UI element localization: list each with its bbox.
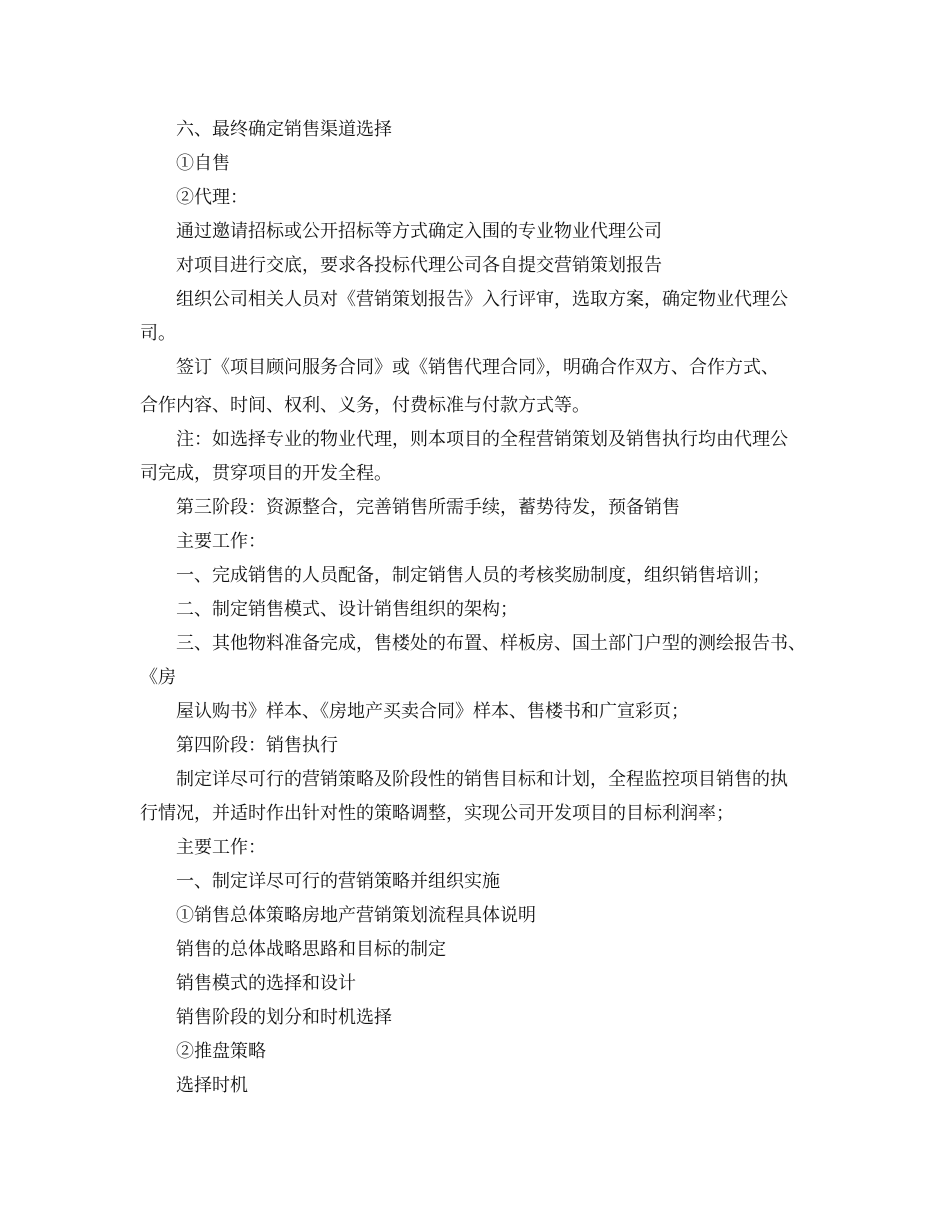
list-item-agency: ②代理：	[176, 187, 248, 208]
note-line: 注：如选择专业的物业代理，则本项目的全程营销策划及销售执行均由代理公	[176, 429, 788, 450]
paragraph-line: 销售的总体战略思路和目标的制定	[176, 939, 446, 960]
paragraph-line: 合作内容、时间、权利、义务，付费标准与付款方式等。	[140, 395, 590, 416]
work-item-three: 三、其他物料准备完成，售楼处的布置、样板房、国土部门户型的测绘报告书、	[176, 633, 806, 654]
paragraph-line: 组织公司相关人员对《营销策划报告》入行评审，选取方案，确定物业代理公	[176, 289, 788, 310]
paragraph-line: 签订《项目顾问服务合同》或《销售代理合同》，明确合作双方、合作方式、	[176, 357, 779, 378]
paragraph-line: 制定详尽可行的营销策略及阶段性的销售目标和计划，全程监控项目销售的执	[176, 769, 788, 790]
paragraph-line: 屋认购书》样本、《房地产买卖合同》样本、售楼书和广宣彩页；	[176, 701, 689, 722]
main-work-label: 主要工作：	[176, 837, 266, 858]
work-item-two: 二、制定销售模式、设计销售组织的架构；	[176, 599, 518, 620]
work-item-one: 一、完成销售的人员配备，制定销售人员的考核奖励制度，组织销售培训；	[176, 565, 770, 586]
stage-four-heading: 第四阶段：销售执行	[176, 735, 338, 756]
paragraph-line: 销售阶段的划分和时机选择	[176, 1007, 392, 1028]
stage-three-heading: 第三阶段：资源整合，完善销售所需手续，蓄势待发，预备销售	[176, 497, 680, 518]
paragraph-line: 选择时机	[176, 1075, 248, 1096]
paragraph-line: 通过邀请招标或公开招标等方式确定入围的专业物业代理公司	[176, 221, 662, 242]
paragraph-line: 销售模式的选择和设计	[176, 973, 356, 994]
work-item-one: 一、制定详尽可行的营销策略并组织实施	[176, 871, 500, 892]
list-item-sales-strategy: ①销售总体策略房地产营销策划流程具体说明	[176, 905, 536, 926]
section-heading-channel-selection: 六、最终确定销售渠道选择	[176, 119, 392, 140]
paragraph-line: 司。	[140, 323, 176, 344]
paragraph-line: 《房	[140, 667, 176, 688]
main-work-label: 主要工作：	[176, 531, 266, 552]
paragraph-line: 对项目进行交底，要求各投标代理公司各自提交营销策划报告	[176, 255, 662, 276]
list-item-launch-strategy: ②推盘策略	[176, 1041, 266, 1062]
note-line: 司完成，贯穿项目的开发全程。	[140, 463, 392, 484]
paragraph-line: 行情况，并适时作出针对性的策略调整，实现公司开发项目的目标利润率；	[140, 803, 734, 824]
list-item-self-sale: ①自售	[176, 153, 230, 174]
